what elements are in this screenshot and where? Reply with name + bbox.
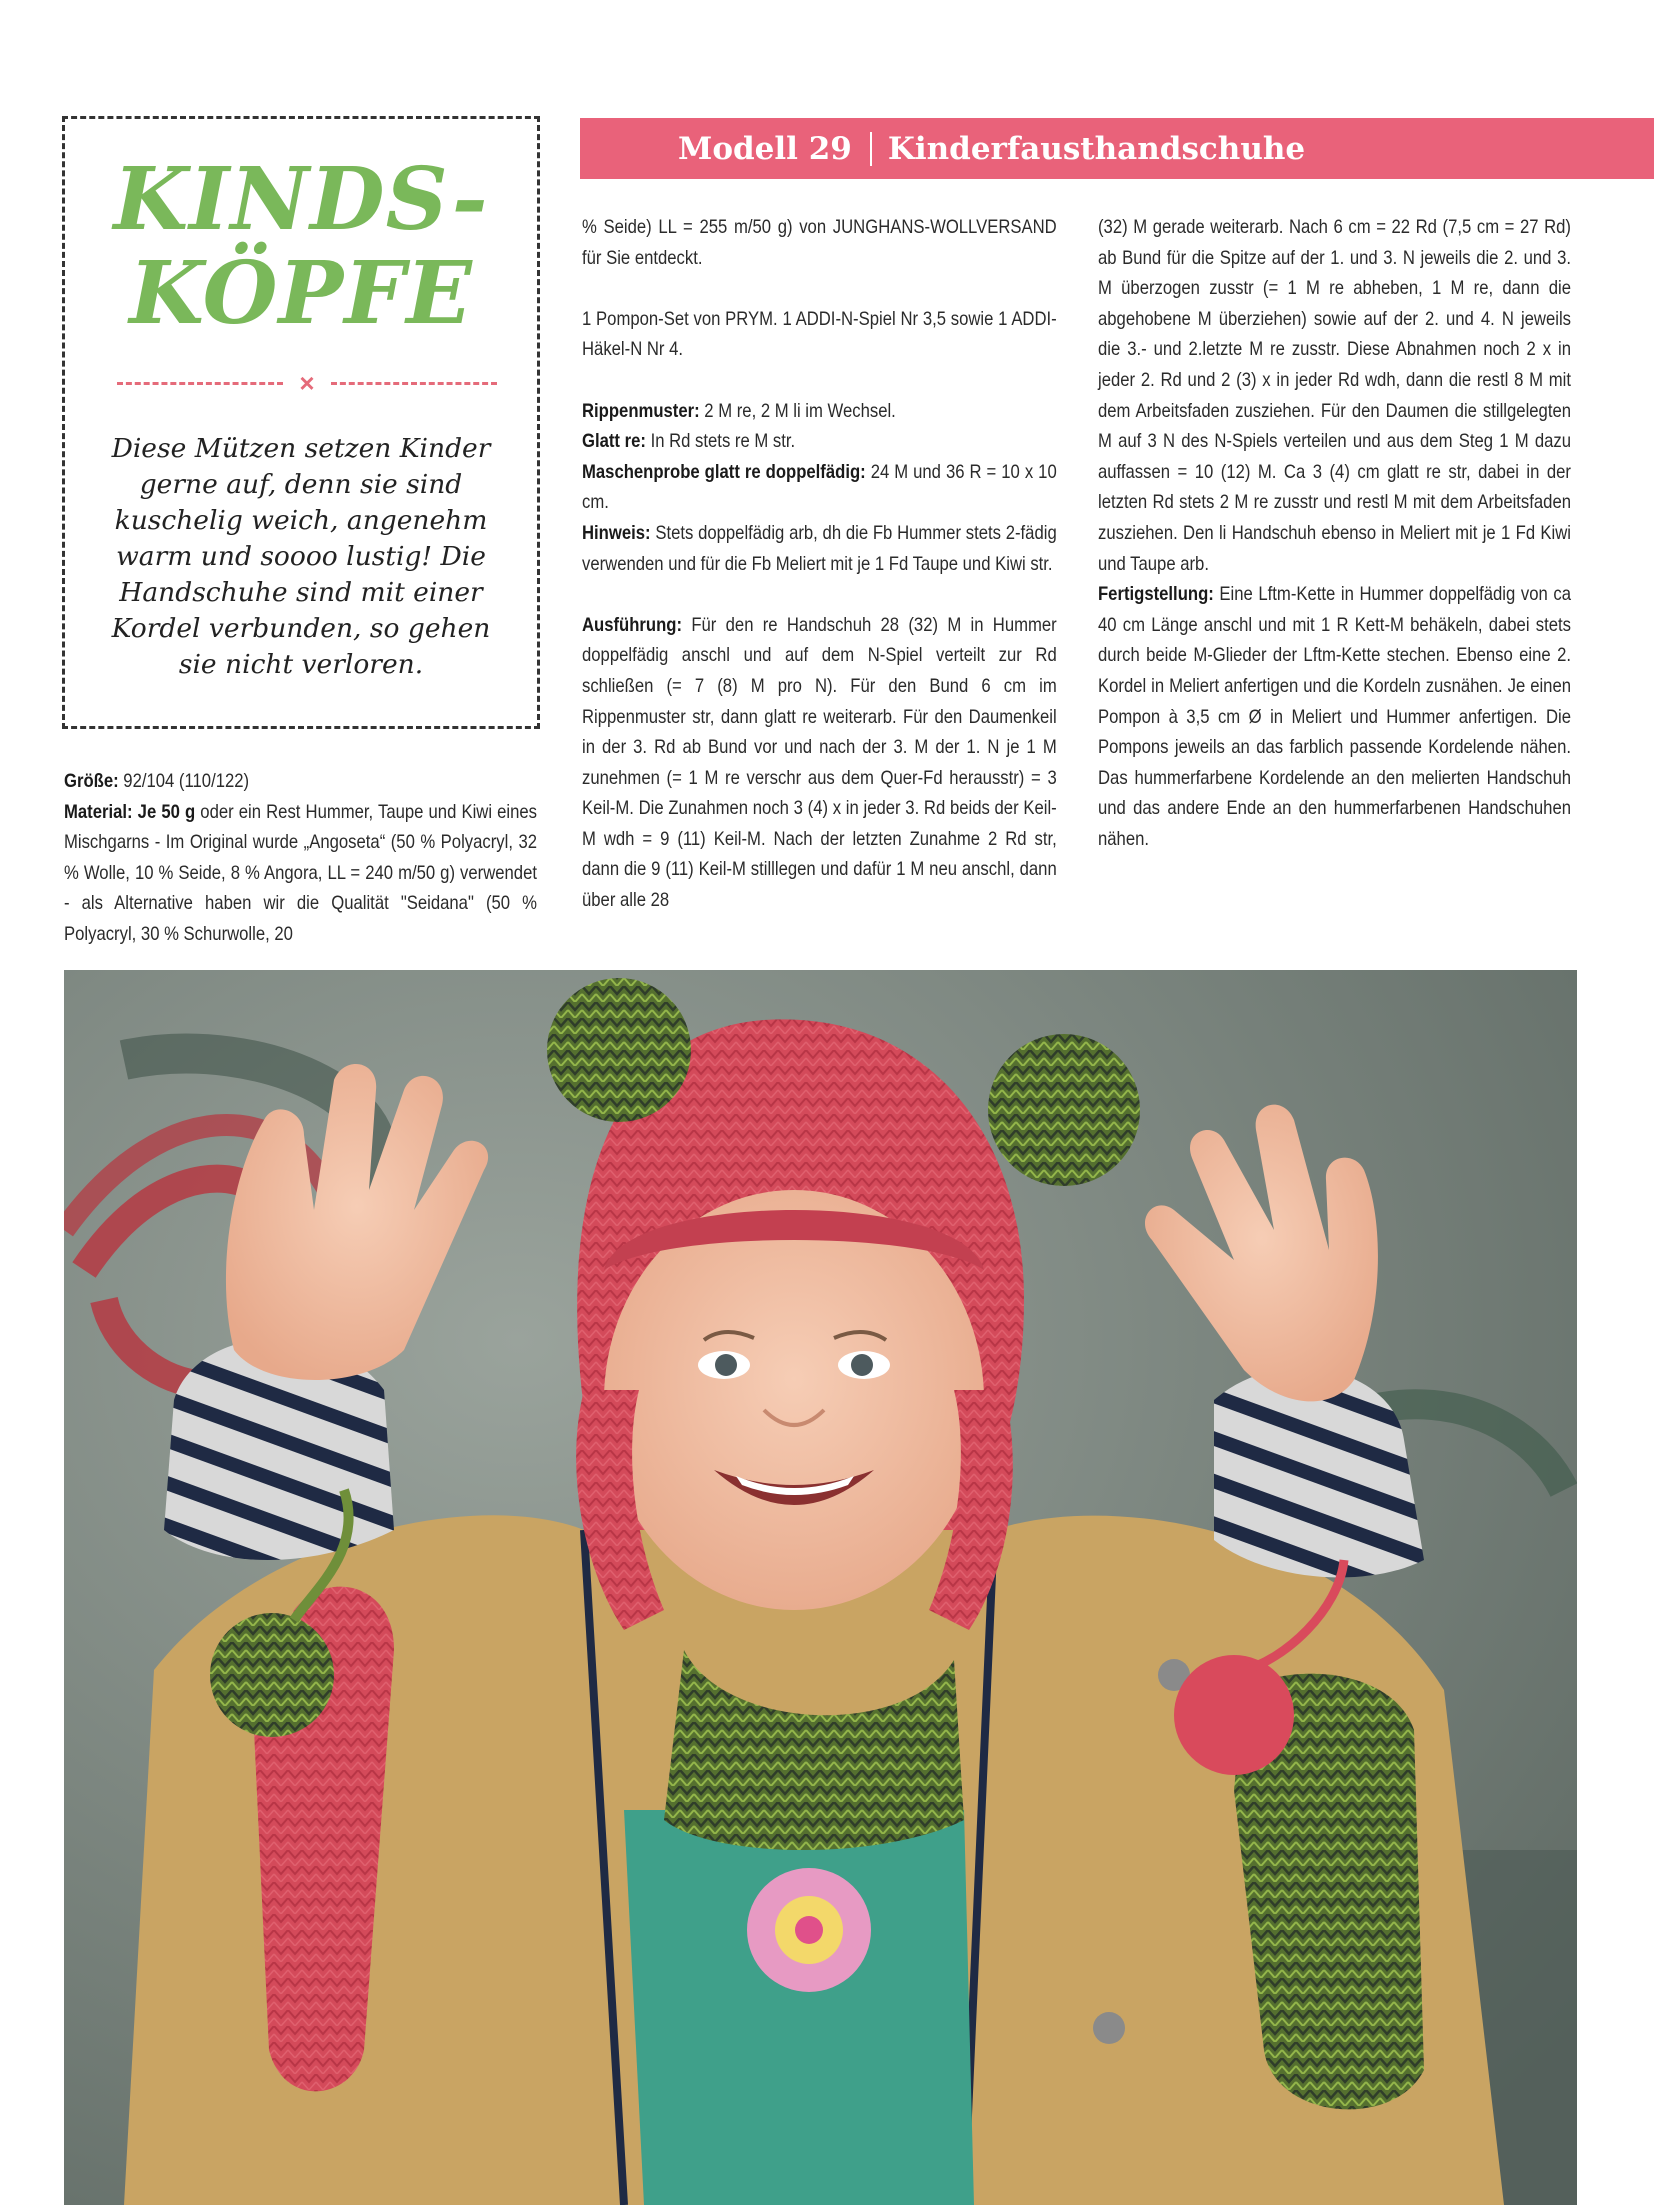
divider-dash-left xyxy=(117,382,283,385)
gauge-text: 24 M und 36 R = 10 x 10 cm. xyxy=(582,460,1057,514)
child-illustration xyxy=(64,970,1577,2205)
instructions-label: Ausführung: xyxy=(582,613,683,636)
model-number: Modell 29 xyxy=(678,130,852,167)
size-label: Größe: xyxy=(64,770,119,792)
rib-pattern-label: Rippenmuster: xyxy=(582,399,700,422)
article-title xyxy=(65,149,537,344)
divider-dash-right xyxy=(331,382,497,385)
title-line-1: KINDS- xyxy=(113,149,489,250)
stockinette-text: In Rd stets re M str. xyxy=(645,430,796,453)
rib-pattern-text: 2 M re, 2 M li im Wechsel. xyxy=(699,399,896,422)
instructions-continued: (32) M gerade weiterarb. Nach 6 cm = 22 Rd (7,5 cm = 27 Rd) ab Bund für die Spitze auf der 1. und 3. N jeweils die 2. und 3. M überzogen zusstr (= 1 M re abheben, 1 M re, dann die abgehobene M überziehen) sowie auf der 2. und 4. N jeweils die 3.- und 2.letzte M re zusstr. Diese Abnahmen noch 2 x in jeder 2. Rd und 2 (3) x in jeder Rd wdh, dann die restl 8 M mit dem Arbeitsfaden zusziehen. Für den Daumen die stillgelegten M auf 3 N des N-Spiels verteilen und aus dem Steg 1 M dazu auffassen = 10 (12) M. Ca 3 (4) cm glatt re str, dabei in der letzten Rd stets 2 M re zusstr und restl M mit dem Arbeitsfaden zusziehen. Den li Handschuh ebenso in Meliert mit je 1 Fd Kiwi und Taupe arb. xyxy=(1098,216,1571,575)
gauge-label: Maschenprobe glatt re doppelfädig: xyxy=(582,460,866,483)
rib-pattern-paragraph xyxy=(582,396,1057,427)
title-line-2: KÖPFE xyxy=(129,243,473,344)
text-column-3 xyxy=(1098,212,1571,854)
stockinette-label: Glatt re: xyxy=(582,430,646,453)
note-label: Hinweis: xyxy=(582,521,651,544)
title-box xyxy=(62,116,540,729)
material-paragraph xyxy=(64,797,537,950)
text-column-2 xyxy=(582,212,1057,916)
text-column-1 xyxy=(64,766,537,950)
material-label: Material: Je 50 g xyxy=(64,800,196,823)
finishing-label: Fertigstellung: xyxy=(1098,583,1214,606)
intro-text: Diese Mützen setzen Kinder gerne auf, denn sie sind kuschelig weich, angenehm warm und soooo lustig! Die Handschuhe sind mit einer Kordel verbunden, so gehen sie nicht verloren. xyxy=(111,433,491,680)
banner-separator xyxy=(870,132,872,166)
pompon-paragraph: 1 Pompon-Set von PRYM. 1 ADDI-N-Spiel Nr 3,5 sowie 1 ADDI-Häkel-N Nr 4. xyxy=(582,307,1057,361)
instructions-paragraph xyxy=(582,610,1057,916)
stockinette-paragraph xyxy=(582,426,1057,457)
material-continued: % Seide) LL = 255 m/50 g) von JUNGHANS-WOLLVERSAND für Sie entdeckt. xyxy=(582,216,1057,269)
size-text: 92/104 (110/122) xyxy=(118,770,250,792)
model-name: Kinderfausthandschuhe xyxy=(887,130,1306,167)
note-paragraph xyxy=(582,518,1057,579)
note-text: Stets doppelfädig arb, dh die Fb Hummer stets 2-fädig verwenden und für die Fb Meliert mit je 1 Fd Taupe und Kiwi str. xyxy=(582,521,1057,575)
material-text: oder ein Rest Hummer, Taupe und Kiwi eines Mischgarns - Im Original wurde „Angoseta“ (50 % Polyacryl, 32 % Wolle, 10 % Seide, 8 % Angora, LL = 240 m/50 g) verwendet - als Alternative haben wir die Qualität "Seidana" (50 % Polyacryl, 30 % Schurwolle, 20 xyxy=(64,800,538,945)
finishing-paragraph xyxy=(1098,579,1571,854)
gauge-paragraph xyxy=(582,457,1057,518)
model-banner xyxy=(580,118,1654,179)
size-paragraph xyxy=(64,766,537,797)
child-photo xyxy=(64,970,1577,2205)
x-icon: × xyxy=(299,368,315,398)
title-divider xyxy=(117,368,497,398)
finishing-text: Eine Lftm-Kette in Hummer doppelfädig von ca 40 cm Länge anschl und mit 1 R Kett-M behäkeln, dabei stets durch beide M-Glieder der Lftm-Kette stechen. Ebenso eine 2. Kordel in Meliert anfertigen und die Kordeln zusnähen. Je einen Pompon à 3,5 cm Ø in Meliert und Hummer anfertigen. Die Pompons jeweils an das farblich passende Kordelende nähen. Das hummerfarbene Kordelende an den melierten Handschuh und das andere Ende an den hummerfarbenen Handschuhen nähen. xyxy=(1098,583,1571,850)
instructions-text: Für den re Handschuh 28 (32) M in Hummer doppelfädig anschl und auf dem N-Spiel verteilt zur Rd schließen (= 7 (8) M pro N). Für den Bund 6 cm im Rippenmuster str, dann glatt re weiterarb. Für den Daumenkeil in der 3. Rd ab Bund vor und nach der 3. M der 1. N je 1 M zunehmen (= 1 M re verschr aus dem Quer-Fd herausstr) = 3 Keil-M. Die Zunahmen noch 3 (4) x in jeder 3. Rd beids der Keil-M wdh = 9 (11) Keil-M. Nach der letzten Zunahme 2 Rd str, dann die 9 (11) Keil-M stilllegen und dafür 1 M neu anschl, dann über alle 28 xyxy=(582,613,1057,912)
